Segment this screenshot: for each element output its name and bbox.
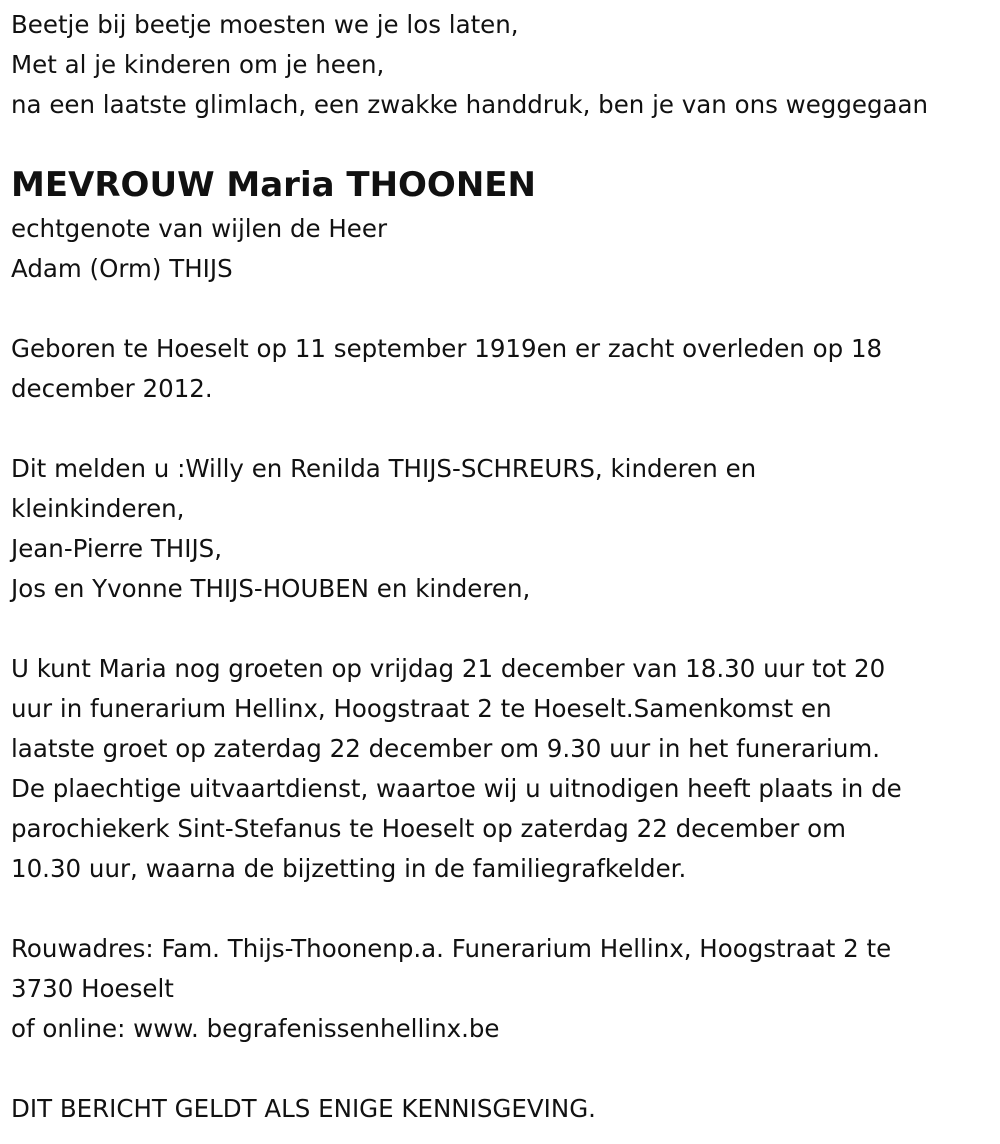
address-line: of online: www. begrafenissenhellinx.be [11, 1014, 500, 1043]
birth-death-line: december 2012. [11, 374, 213, 403]
address-line: 3730 Hoeselt [11, 974, 174, 1003]
family-announcement [11, 449, 991, 609]
deceased-name: MEVROUW Maria THOONEN [11, 165, 536, 205]
ceremony-line: laatste groet op zaterdag 22 december om 9.30 uur in het funerarium. [11, 734, 881, 763]
family-line: Dit melden u :Willy en Renilda THIJS-SCHREURS, kinderen en [11, 454, 757, 483]
spacer [11, 609, 991, 649]
poem-line: Met al je kinderen om je heen, [11, 50, 385, 79]
family-line: Jean-Pierre THIJS, [11, 534, 223, 563]
poem [11, 5, 991, 125]
ceremony-line: uur in funerarium Hellinx, Hoogstraat 2 te Hoeselt.Samenkomst en [11, 694, 832, 723]
family-line: kleinkinderen, [11, 494, 185, 523]
birth-death-info [11, 329, 991, 409]
poem-line: Beetje bij beetje moesten we je los laten, [11, 10, 519, 39]
notice-footer: DIT BERICHT GELDT ALS ENIGE KENNISGEVING. [11, 1094, 596, 1123]
spouse-info [11, 209, 991, 289]
spouse-line: echtgenote van wijlen de Heer [11, 214, 388, 243]
mourning-address [11, 929, 991, 1049]
address-line: Rouwadres: Fam. Thijs-Thoonenp.a. Funerarium Hellinx, Hoogstraat 2 te [11, 934, 892, 963]
spacer [11, 1049, 991, 1089]
ceremony-info [11, 649, 991, 889]
ceremony-line: De plaechtige uitvaartdienst, waartoe wij u uitnodigen heeft plaats in de [11, 774, 902, 803]
ceremony-line: parochiekerk Sint-Stefanus te Hoeselt op zaterdag 22 december om [11, 814, 846, 843]
spacer [11, 409, 991, 449]
ceremony-line: U kunt Maria nog groeten op vrijdag 21 december van 18.30 uur tot 20 [11, 654, 886, 683]
family-line: Jos en Yvonne THIJS-HOUBEN en kinderen, [11, 574, 531, 603]
obituary-notice [11, 5, 991, 1129]
poem-line: na een laatste glimlach, een zwakke handdruk, ben je van ons weggegaan [11, 90, 929, 119]
spacer [11, 889, 991, 929]
spouse-line: Adam (Orm) THIJS [11, 254, 233, 283]
spacer [11, 289, 991, 329]
ceremony-line: 10.30 uur, waarna de bijzetting in de familiegrafkelder. [11, 854, 687, 883]
birth-death-line: Geboren te Hoeselt op 11 september 1919en er zacht overleden op 18 [11, 334, 883, 363]
